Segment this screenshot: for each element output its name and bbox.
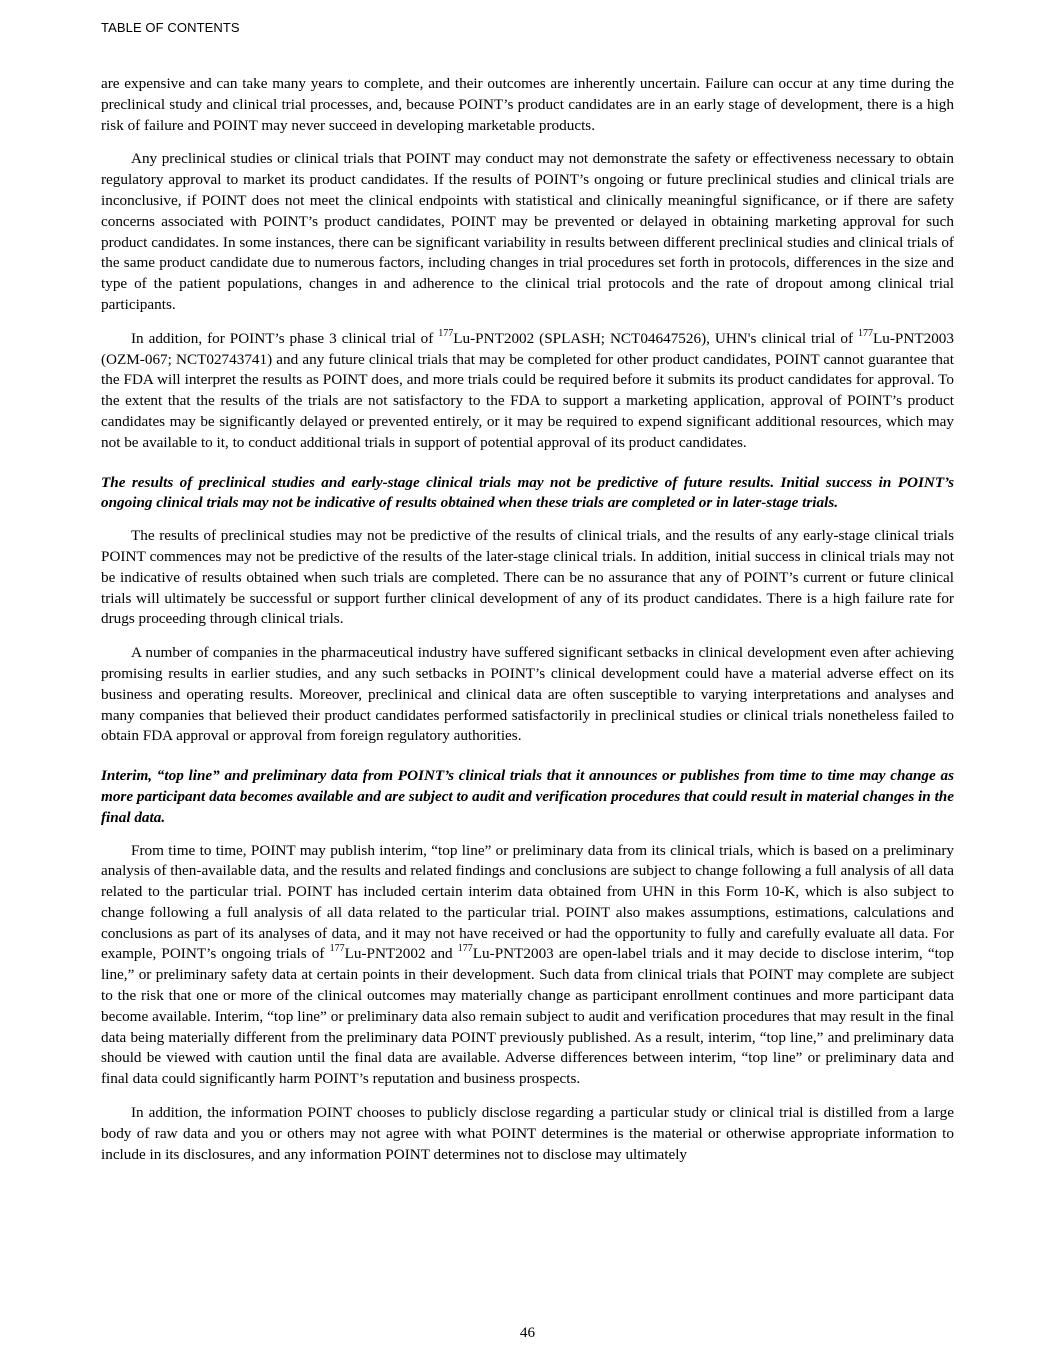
document-body xyxy=(101,74,954,1178)
table-of-contents-link[interactable]: TABLE OF CONTENTS xyxy=(101,20,240,35)
isotope-superscript: 177 xyxy=(457,943,473,955)
paragraph-4: The results of preclinical studies may not be predictive of the results of clinical trials, and the results of any early-stage clinical trials POINT commences may not be predictive of the results of the later-stage clinical trials. In addition, initial success in clinical trials may not be indicative of results obtained when such trials are completed. There can be no assurance that any of POINT’s current or future clinical trials will ultimately be successful or support further clinical development of any of its product candidates. There is a high failure rate for drugs proceeding through clinical trials. xyxy=(101,527,954,628)
section-heading-interim-data: Interim, “top line” and preliminary data from POINT’s clinical trials that it announces or publishes from time to time may change as more participant data becomes available and are subject to audit and verification procedures that could result in material changes in the final data. xyxy=(101,767,954,826)
paragraph-6-text-1: From time to time, POINT may publish interim, “top line” or preliminary data from its clinical trials, which is based on a preliminary analysis of then-available data, and the results and related findings and conclusions are subject to change following a full analysis of all data related to the particular trial. POINT has included certain interim data obtained from UHN in this Form 10-K, which is also subject to change following a full analysis of all data related to the particular trial. POINT also makes assumptions, estimations, calculations and conclusions as part of its analyses of data, and it may not have received or had the opportunity to fully and carefully evaluate all data. For example, POINT’s ongoing trials of xyxy=(101,841,954,963)
page-number: 46 xyxy=(519,1324,536,1341)
paragraph-2: Any preclinical studies or clinical trials that POINT may conduct may not demonstrate the safety or effectiveness necessary to obtain regulatory approval to market its product candidates. If the results of POINT’s ongoing or future preclinical studies and clinical trials are inconclusive, if POINT does not meet the clinical endpoints with statistical and clinically meaningful significance, or if there are safety concerns associated with POINT’s product candidates, POINT may be prevented or delayed in obtaining marketing approval for such product candidates. In some instances, there can be significant variability in results between different preclinical studies and clinical trials of the same product candidate due to numerous factors, including changes in trial procedures set forth in protocols, differences in the size and type of the patient populations, changes in and adherence to the clinical trial protocols and the rate of dropout among clinical trial participants. xyxy=(101,150,954,313)
paragraph-1: are expensive and can take many years to complete, and their outcomes are inherently uncertain. Failure can occur at any time during the preclinical study and clinical trial processes, and, because POINT’s product candidates are in an early stage of development, there is a high risk of failure and POINT may never succeed in developing marketable products. xyxy=(101,75,954,134)
paragraph-3-text-3: Lu-PNT2003 (OZM-067; NCT02743741) and any future clinical trials that may be completed for other product candidates, POINT cannot guarantee that the FDA will interpret the results as POINT does, and more trials could be required before it submits its product candidates for approval. To the extent that the results of the trials are not satisfactory to the FDA to support a marketing application, approval of POINT’s product candidates may be significantly delayed or prevented entirely, or it may be required to expend significant additional resources, which may not be available to it, to conduct additional trials in support of potential approval of its product candidates. xyxy=(101,329,954,451)
isotope-superscript: 177 xyxy=(438,327,454,339)
isotope-superscript: 177 xyxy=(329,943,345,955)
paragraph-3-text-2: Lu-PNT2002 (SPLASH; NCT04647526), UHN's clinical trial of xyxy=(453,329,858,347)
paragraph-3 xyxy=(101,329,954,454)
paragraph-5: A number of companies in the pharmaceutical industry have suffered significant setbacks in clinical development even after achieving promising results in earlier studies, and any such setbacks in POINT’s clinical development could have a material adverse effect on its business and operating results. Moreover, preclinical and clinical data are often susceptible to varying interpretations and analyses and many companies that believed their product candidates performed satisfactorily in preclinical studies or clinical trials nonetheless failed to obtain FDA approval or approval from foreign regulatory authorities. xyxy=(101,644,954,745)
section-heading-predictive-results: The results of preclinical studies and early-stage clinical trials may not be predictive of future results. Initial success in POINT’s ongoing clinical trials may not be indicative of results obtained when these trials are completed or in later-stage trials. xyxy=(101,473,954,512)
paragraph-6-text-2: Lu-PNT2002 and xyxy=(344,945,458,963)
paragraph-6 xyxy=(101,841,954,1091)
paragraph-7: In addition, the information POINT chooses to publicly disclose regarding a particular study or clinical trial is distilled from a large body of raw data and you or others may not agree with what POINT determines is the material or otherwise appropriate information to include in its disclosures, and any information POINT determines not to disclose may ultimately xyxy=(101,1104,954,1163)
paragraph-3-text-1: In addition, for POINT’s phase 3 clinical trial of xyxy=(131,329,439,347)
paragraph-6-text-3: Lu-PNT2003 are open-label trials and it may decide to disclose interim, “top line,” or preliminary safety data at certain points in their development. Such data from clinical trials that POINT may complete are subject to the risk that one or more of the clinical outcomes may materially change as participant enrollment continues and more participant data become available. Interim, “top line” or preliminary data also remain subject to audit and verification procedures that may result in the final data being materially different from the preliminary data POINT previously published. As a result, interim, “top line,” and preliminary data should be viewed with caution until the final data are available. Adverse differences between interim, “top line” or preliminary data and final data could significantly harm POINT’s reputation and business prospects. xyxy=(101,945,954,1088)
isotope-superscript: 177 xyxy=(857,327,873,339)
